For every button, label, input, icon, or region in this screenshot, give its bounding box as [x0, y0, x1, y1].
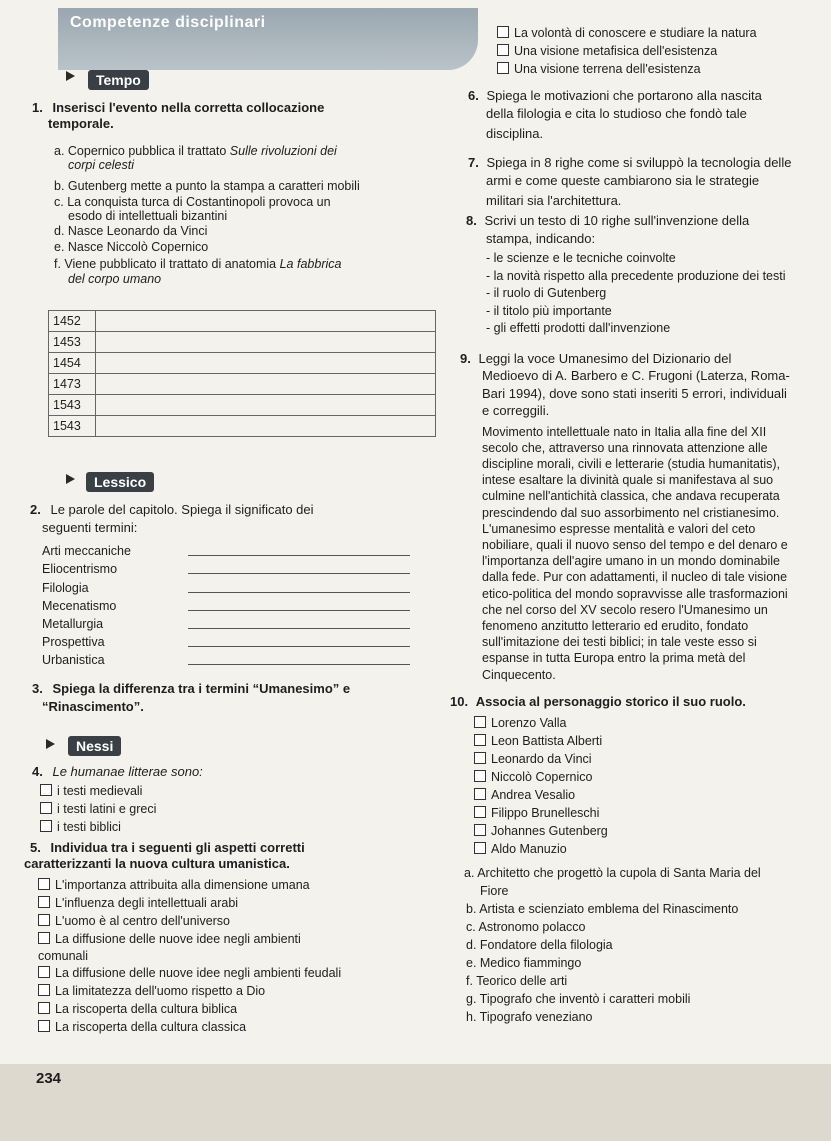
- checkbox[interactable]: [40, 784, 52, 796]
- table-row: 1453: [49, 332, 436, 353]
- checkbox[interactable]: [474, 806, 486, 818]
- passage-line: che nel corso del XV secolo resero l'Umanesimo un: [482, 603, 768, 617]
- passage-line: dalla fede. Pur con adattamenti, il nucleo di tale visione: [482, 570, 788, 584]
- answer-line[interactable]: [188, 555, 410, 556]
- question-9-text: Bari 1994), dove sono stati inseriti 5 errori, individuali: [482, 386, 787, 401]
- checkbox[interactable]: [474, 788, 486, 800]
- table-row: 1543: [49, 416, 436, 437]
- bullet-item: - il ruolo di Gutenberg: [486, 286, 607, 300]
- event-item: a. Copernico pubblica il trattato Sulle rivoluzioni dei: [54, 144, 337, 158]
- passage-line: espanse in tutta Europa entro la prima metà del: [482, 651, 746, 665]
- option-item[interactable]: i testi medievali: [40, 784, 142, 799]
- page-footer-bar: [0, 1064, 831, 1141]
- person-option[interactable]: Niccolò Copernico: [474, 770, 592, 785]
- role-item: a. Architetto che progettò la cupola di Santa Maria del: [464, 866, 761, 880]
- event-item: f. Viene pubblicato il trattato di anatomia La fabbrica: [54, 257, 342, 271]
- question-6-text: disciplina.: [486, 126, 544, 141]
- option-item[interactable]: La limitatezza dell'uomo rispetto a Dio: [38, 984, 265, 999]
- checkbox[interactable]: [38, 914, 50, 926]
- answer-line[interactable]: [188, 573, 410, 574]
- bullet-item: - la novità rispetto alla precedente produzione dei testi: [486, 269, 786, 283]
- option-item[interactable]: La diffusione delle nuove idee negli ambienti: [38, 932, 301, 947]
- question-2-title-cont: seguenti termini:: [42, 520, 138, 535]
- checkbox[interactable]: [474, 752, 486, 764]
- term-label: Eliocentrismo: [42, 562, 118, 576]
- question-6-text: della filologia e cita lo studioso che fondò tale: [486, 106, 747, 121]
- table-row: 1473: [49, 374, 436, 395]
- passage-line: L'umanesimo espresse mentalità e valori del ceto: [482, 522, 756, 536]
- checkbox[interactable]: [497, 44, 509, 56]
- role-item: Fiore: [480, 884, 509, 898]
- bullet-item: - il titolo più importante: [486, 304, 612, 318]
- event-item: e. Nasce Niccolò Copernico: [54, 240, 209, 254]
- answer-cell[interactable]: [96, 311, 436, 332]
- page-number: 234: [36, 1070, 62, 1087]
- term-label: Mecenatismo: [42, 599, 117, 613]
- passage-line: prescindendo dal suo assorbimento nel cristianesimo.: [482, 506, 780, 520]
- passage-line: culmine nell'antichità classica, che andava recuperata: [482, 489, 780, 503]
- passage-line: fenomeno anzitutto letterario ed erudito, fondato: [482, 619, 749, 633]
- bullet-item: - le scienze e le tecniche coinvolte: [486, 251, 676, 265]
- years-table: [48, 310, 436, 437]
- option-item[interactable]: L'influenza degli intellettuali arabi: [38, 896, 238, 911]
- option-item[interactable]: Una visione terrena dell'esistenza: [497, 62, 701, 77]
- term-label: Prospettiva: [42, 635, 105, 649]
- question-9-text: Medioevo di A. Barbero e C. Frugoni (Laterza, Roma-: [482, 368, 790, 383]
- checkbox[interactable]: [38, 878, 50, 890]
- term-label: Urbanistica: [42, 653, 105, 667]
- role-item: f. Teorico delle arti: [466, 974, 568, 988]
- section-tag-nessi: Nessi: [68, 736, 121, 756]
- question-1-title-cont: temporale.: [48, 116, 114, 131]
- answer-cell[interactable]: [96, 416, 436, 437]
- passage-line: intese esaltare la divinità quale si manifestava al suo: [482, 473, 774, 487]
- table-row: 1543: [49, 395, 436, 416]
- event-item: corpi celesti: [68, 158, 134, 172]
- option-item[interactable]: L'uomo è al centro dell'universo: [38, 914, 230, 929]
- section-tag-tempo: Tempo: [88, 70, 149, 90]
- question-3-title: 3. Spiega la differenza tra i termini “Umanesimo” e: [32, 681, 351, 696]
- passage-line: etico-politica del mondo sopravvisse alle trasformazioni: [482, 587, 788, 601]
- role-item: e. Medico fiammingo: [466, 956, 582, 970]
- answer-cell[interactable]: [96, 353, 436, 374]
- answer-line[interactable]: [188, 592, 410, 593]
- passage-line: Cinquecento.: [482, 668, 556, 682]
- option-item[interactable]: La volontà di conoscere e studiare la natura: [497, 26, 757, 41]
- question-6-title: 6. Spiega le motivazioni che portarono alla nascita: [468, 88, 762, 103]
- answer-line[interactable]: [188, 610, 410, 611]
- question-7-text: armi e come queste cambiarono sia le strategie: [486, 173, 760, 188]
- person-option[interactable]: Leonardo da Vinci: [474, 752, 592, 767]
- bullet-item: - gli effetti prodotti dall'invenzione: [486, 321, 671, 335]
- question-8-text: stampa, indicando:: [486, 231, 596, 246]
- option-item[interactable]: La riscoperta della cultura classica: [38, 1020, 246, 1035]
- checkbox[interactable]: [497, 62, 509, 74]
- person-option[interactable]: Lorenzo Valla: [474, 716, 567, 731]
- event-item: b. Gutenberg mette a punto la stampa a caratteri mobili: [54, 179, 360, 193]
- answer-cell[interactable]: [96, 332, 436, 353]
- role-item: d. Fondatore della filologia: [466, 938, 613, 952]
- event-item: esodo di intellettuali bizantini: [68, 209, 228, 223]
- option-item[interactable]: i testi latini e greci: [40, 802, 156, 817]
- term-label: Metallurgia: [42, 617, 104, 631]
- option-item[interactable]: L'importanza attribuita alla dimensione umana: [38, 878, 310, 893]
- table-row: 1452: [49, 311, 436, 332]
- option-item[interactable]: La riscoperta della cultura biblica: [38, 1002, 237, 1017]
- answer-line[interactable]: [188, 628, 410, 629]
- event-item: c. La conquista turca di Costantinopoli provoca un: [54, 195, 331, 209]
- question-7-text: militari sia l'architettura.: [486, 193, 622, 208]
- term-label: Arti meccaniche: [42, 544, 131, 558]
- checkbox[interactable]: [38, 932, 50, 944]
- question-5-title: 5. Individua tra i seguenti gli aspetti corretti: [30, 840, 305, 855]
- question-3-title-cont: “Rinascimento”.: [42, 699, 144, 714]
- checkbox[interactable]: [474, 824, 486, 836]
- page-title: Competenze disciplinari: [70, 14, 266, 31]
- role-item: h. Tipografo veneziano: [466, 1010, 593, 1024]
- checkbox[interactable]: [40, 802, 52, 814]
- checkbox[interactable]: [38, 1020, 50, 1032]
- person-option[interactable]: Leon Battista Alberti: [474, 734, 602, 749]
- checkbox[interactable]: [497, 26, 509, 38]
- passage-line: l'importanza dell'agire umano in un mondo dominabile: [482, 554, 781, 568]
- question-1-title: 1. Inserisci l'evento nella corretta collocazione: [32, 100, 325, 115]
- answer-line[interactable]: [188, 646, 410, 647]
- question-5-title-cont: caratterizzanti la nuova cultura umanistica.: [24, 856, 290, 871]
- answer-cell[interactable]: [96, 374, 436, 395]
- question-9-text: e correggili.: [482, 403, 550, 418]
- table-row: 1454: [49, 353, 436, 374]
- section-arrow-icon: [66, 474, 75, 484]
- person-option[interactable]: Aldo Manuzio: [474, 842, 567, 857]
- role-item: c. Astronomo polacco: [466, 920, 586, 934]
- checkbox[interactable]: [38, 1002, 50, 1014]
- checkbox[interactable]: [474, 842, 486, 854]
- section-arrow-icon: [46, 739, 55, 749]
- term-label: Filologia: [42, 581, 89, 595]
- question-4-title: 4. Le humanae litterae sono:: [32, 764, 203, 779]
- answer-cell[interactable]: [96, 395, 436, 416]
- passage-line: discipline morali, civili e letterarie (studia humanitatis),: [482, 457, 781, 471]
- question-9-title: 9. Leggi la voce Umanesimo del Dizionario del: [460, 351, 732, 366]
- section-tag-lessico: Lessico: [86, 472, 154, 492]
- question-10-title: 10. Associa al personaggio storico il suo ruolo.: [450, 694, 746, 709]
- checkbox[interactable]: [38, 896, 50, 908]
- checkbox[interactable]: [40, 820, 52, 832]
- person-option[interactable]: Andrea Vesalio: [474, 788, 575, 803]
- role-item: b. Artista e scienziato emblema del Rinascimento: [466, 902, 739, 916]
- checkbox[interactable]: [474, 734, 486, 746]
- event-item: d. Nasce Leonardo da Vinci: [54, 224, 208, 238]
- checkbox[interactable]: [38, 984, 50, 996]
- option-item[interactable]: La diffusione delle nuove idee negli ambienti feudali: [38, 966, 341, 981]
- checkbox[interactable]: [474, 770, 486, 782]
- answer-line[interactable]: [188, 664, 410, 665]
- passage-line: nobiliare, quali il nuovo senso del tempo e del denaro e: [482, 538, 788, 552]
- checkbox[interactable]: [474, 716, 486, 728]
- option-item-cont: comunali: [38, 949, 89, 963]
- section-arrow-icon: [66, 71, 75, 81]
- event-item: del corpo umano: [68, 272, 162, 286]
- question-7-title: 7. Spiega in 8 righe come si sviluppò la tecnologia delle: [468, 155, 792, 170]
- person-option[interactable]: Filippo Brunelleschi: [474, 806, 599, 821]
- option-item[interactable]: Una visione metafisica dell'esistenza: [497, 44, 717, 59]
- passage-line: Movimento intellettuale nato in Italia alla fine del XII: [482, 425, 767, 439]
- passage-line: secolo che, attraverso una rinnovata attenzione alle: [482, 441, 768, 455]
- option-item[interactable]: i testi biblici: [40, 820, 121, 835]
- question-2-title: 2. Le parole del capitolo. Spiega il significato dei: [30, 502, 314, 517]
- checkbox[interactable]: [38, 966, 50, 978]
- person-option[interactable]: Johannes Gutenberg: [474, 824, 608, 839]
- question-8-title: 8. Scrivi un testo di 10 righe sull'invenzione della: [466, 213, 750, 228]
- role-item: g. Tipografo che inventò i caratteri mobili: [466, 992, 691, 1006]
- passage-line: sull'imitazione dei testi biblici; in tale veste esso si: [482, 635, 757, 649]
